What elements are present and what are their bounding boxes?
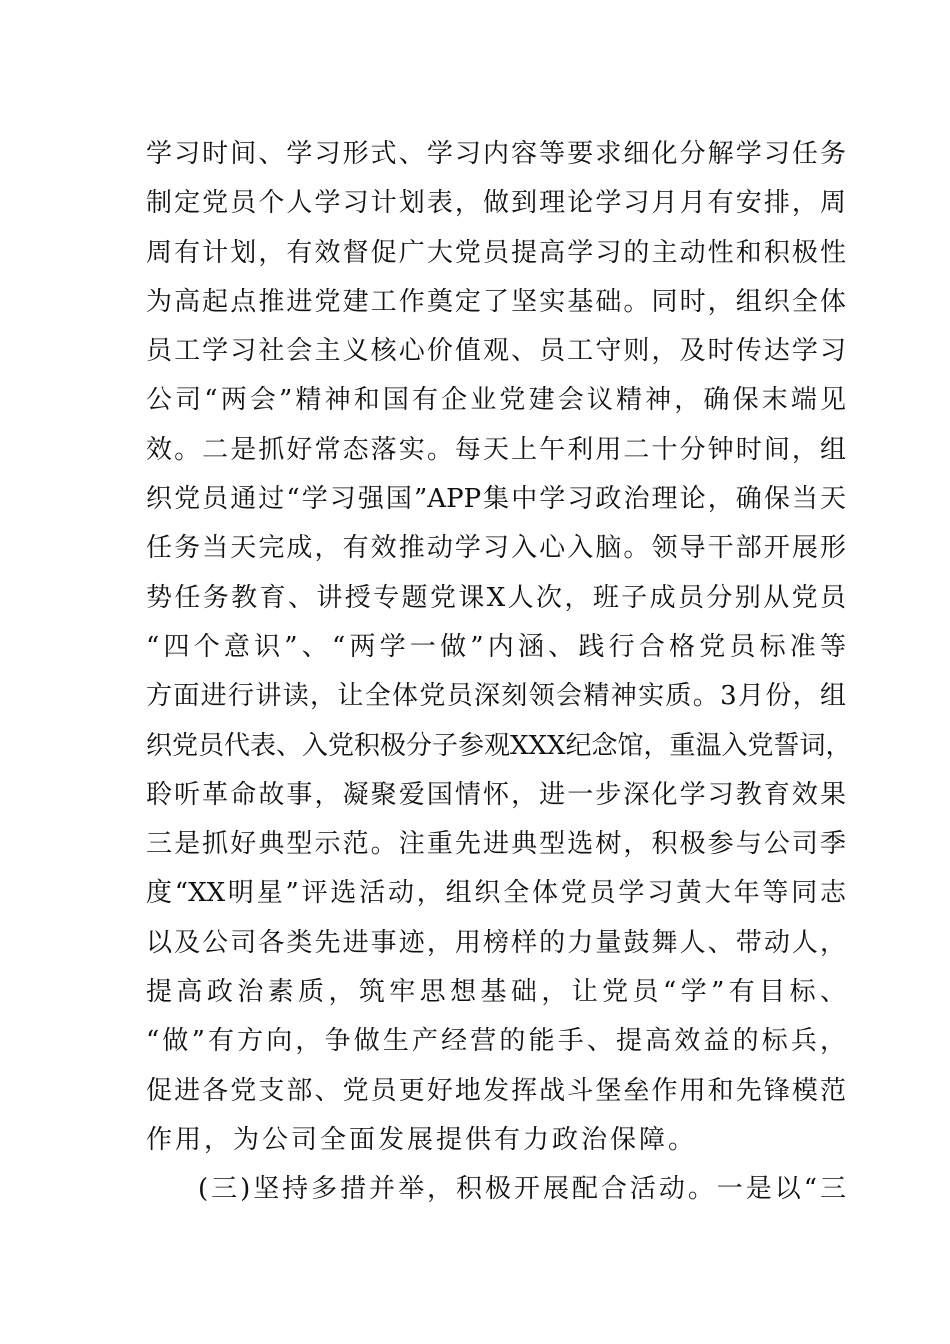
body-text — [146, 130, 852, 1215]
text-line: 方面进行讲读，让全体党员深刻领会精神实质。3月份，组 — [146, 681, 846, 712]
text-line: 势任务教育、讲授专题党课X人次，班子成员分别从党员 — [146, 582, 846, 613]
text-line: 以及公司各类先进事迹，用榜样的力量鼓舞人、带动人， — [146, 927, 846, 958]
text-line: “做”有方向，争做生产经营的能手、提高效益的标兵， — [146, 1026, 846, 1057]
text-line: 作用，为公司全面发展提供有力政治保障。 — [146, 1124, 698, 1155]
text-line: 三是抓好典型示范。注重先进典型选树，积极参与公司季 — [146, 829, 846, 860]
text-line: 促进各党支部、党员更好地发挥战斗堡垒作用和先锋模范 — [146, 1075, 846, 1106]
text-line: 织党员通过“学习强国”APP集中学习政治理论，确保当天 — [146, 484, 846, 515]
text-line: 聆听革命故事，凝聚爱国情怀，进一步深化学习教育效果 — [146, 779, 846, 810]
text-line: “四个意识”、“两学一做”内涵、践行合格党员标准等 — [146, 631, 846, 662]
text-line: 提高政治素质，筑牢思想基础，让党员“学”有目标、 — [146, 977, 846, 1008]
text-line: 为高起点推进党建工作奠定了坚实基础。同时，组织全体 — [146, 286, 846, 317]
text-line: 学习时间、学习形式、学习内容等要求细化分解学习任务 — [146, 139, 846, 169]
text-line: 公司“两会”精神和国有企业党建会议精神，确保末端见 — [146, 385, 846, 416]
text-line: 周有计划，有效督促广大党员提高学习的主动性和积极性 — [146, 237, 846, 268]
text-line: 制定党员个人学习计划表，做到理论学习月月有安排，周 — [146, 188, 846, 219]
text-line: 织党员代表、入党积极分子参观XXX纪念馆，重温入党誓词， — [146, 730, 852, 761]
text-line: 员工学习社会主义核心价值观、员工守则，及时传达学习 — [146, 336, 846, 367]
text-line: 任务当天完成，有效推动学习入心入脑。领导干部开展形 — [146, 533, 846, 564]
text-line: 效。二是抓好常态落实。每天上午利用二十分钟时间，组 — [146, 434, 846, 465]
section-heading-line: (三)坚持多措并举，积极开展配合活动。一是以“三 — [198, 1174, 846, 1205]
text-line: 度“XX明星”评选活动，组织全体党员学习黄大年等同志 — [146, 878, 846, 909]
